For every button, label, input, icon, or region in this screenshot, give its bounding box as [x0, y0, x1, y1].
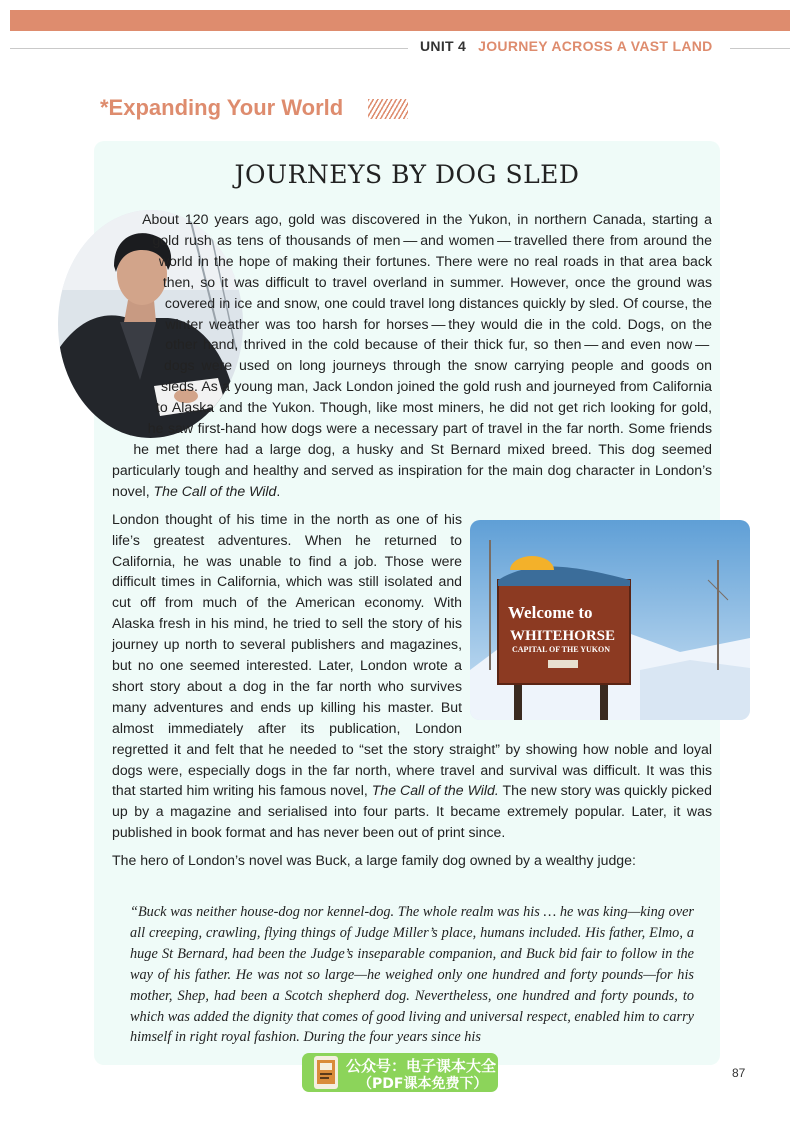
page-number: 87: [732, 1066, 746, 1080]
watermark-line1: 公众号：电子课本大全: [346, 1057, 497, 1075]
paragraph-2-text: London thought of his time in the north as one of his life’s greatest adventures. When he returned to California, he was unable to find a job. Those were difficult times in California, which was still isolated and cut off from much of the American economy. With Alaska fresh in his mind, he tried to sell the story of his journey up north to several publishers and magazines, but no one seemed interested. Later, London wrote a short story about a dog in the far north who survives many adventures and ends up killing his master. But almost immediately after its publication, London regretted it and felt that he needed to “set the story straight” by showing how noble and loyal dogs were, especially dogs in the far north, where travel and survival was difficult. It was this that started him writing his famous novel,: [112, 510, 712, 799]
novel-title: The Call of the Wild: [153, 482, 277, 499]
article-body: [112, 209, 712, 871]
sign-line2: WHITEHORSE: [510, 628, 616, 644]
running-header: [420, 38, 713, 54]
paragraph-2: [112, 509, 712, 844]
book-icon-svg: [314, 1056, 338, 1089]
novel-title-2: The Call of the Wild.: [371, 782, 499, 799]
novel-quote: “Buck was neither house-dog nor kennel-dog. The whole realm was his … he was king—king over all creeping, crawling, flying things of Judge Miller’s place, humans included. His father, Elmo, a huge St Bernard, had been the Judge’s inseparable companion, and Buck bid fair to follow in the way of his father. He was not so large—he weighed only one hundred and forty pounds—for his mother, Shep, had been a Scotch shepherd dog. Nevertheless, one hundred and forty pounds, to which was added the dignity that comes of good living and universal respect, enabled him to carry himself in right royal fashion. During the four years since his: [130, 904, 694, 1046]
unit-label: UNIT 4: [420, 38, 467, 54]
paragraph-2-end: The new story was quickly picked up by a magazine and serialised into four parts. It became extremely popular. Later, it was published in book format and has never been out of print since.: [112, 782, 712, 841]
header-rule-left: [10, 48, 408, 49]
top-color-bar: [10, 10, 790, 31]
sign-line1: Welcome to: [508, 603, 593, 622]
watermark-line2: （PDF课本免费下）: [358, 1076, 488, 1092]
watermark-badge: [302, 1053, 498, 1092]
hatch-decoration: [368, 99, 408, 119]
header-rule-right: [730, 48, 790, 49]
section-heading: *Expanding Your World: [100, 95, 344, 120]
photo-wrap-space: [462, 533, 712, 734]
book-icon: [314, 1056, 338, 1089]
paragraph-1-text: About 120 years ago, gold was discovered in the Yukon, in northern Canada, starting a gold rush as tens of thousands of men — and women — travelled there from around the world in the hope of making their fortunes. There were no real roads in that area back then, so it was difficult to travel overland in summer. However, once the ground was covered in ice and snow, one could travel long distances quickly by sled. Of course, the winter weather was too harsh for horses — they would die in the cold. Dogs, on the other hand, thrived in the cold because of their thick fur, so then — and even now — dogs were used on long journeys through the snow carrying people and goods on sleds. As a young man, Jack London joined the gold rush and journeyed from California to Alaska and the Yukon. Though, like most miners, he did not get rich looking for gold, he saw first-hand how dogs were a necessary part of travel in the far north. Some friends he met there had a large dog, a husky and St Bernard mixed breed. This dog seemed particularly tough and healthy and served as inspiration for the main dog character in London’s novel,: [112, 211, 712, 499]
paragraph-1: [112, 209, 712, 502]
article-title: JOURNEYS BY DOG SLED: [234, 160, 580, 189]
paragraph-3: The hero of London’s novel was Buck, a large family dog owned by a wealthy judge:: [112, 852, 636, 869]
paragraph-1-end: .: [276, 482, 281, 499]
unit-title: JOURNEY ACROSS A VAST LAND: [478, 38, 713, 54]
sign-line3: CAPITAL OF THE YUKON: [512, 645, 611, 654]
